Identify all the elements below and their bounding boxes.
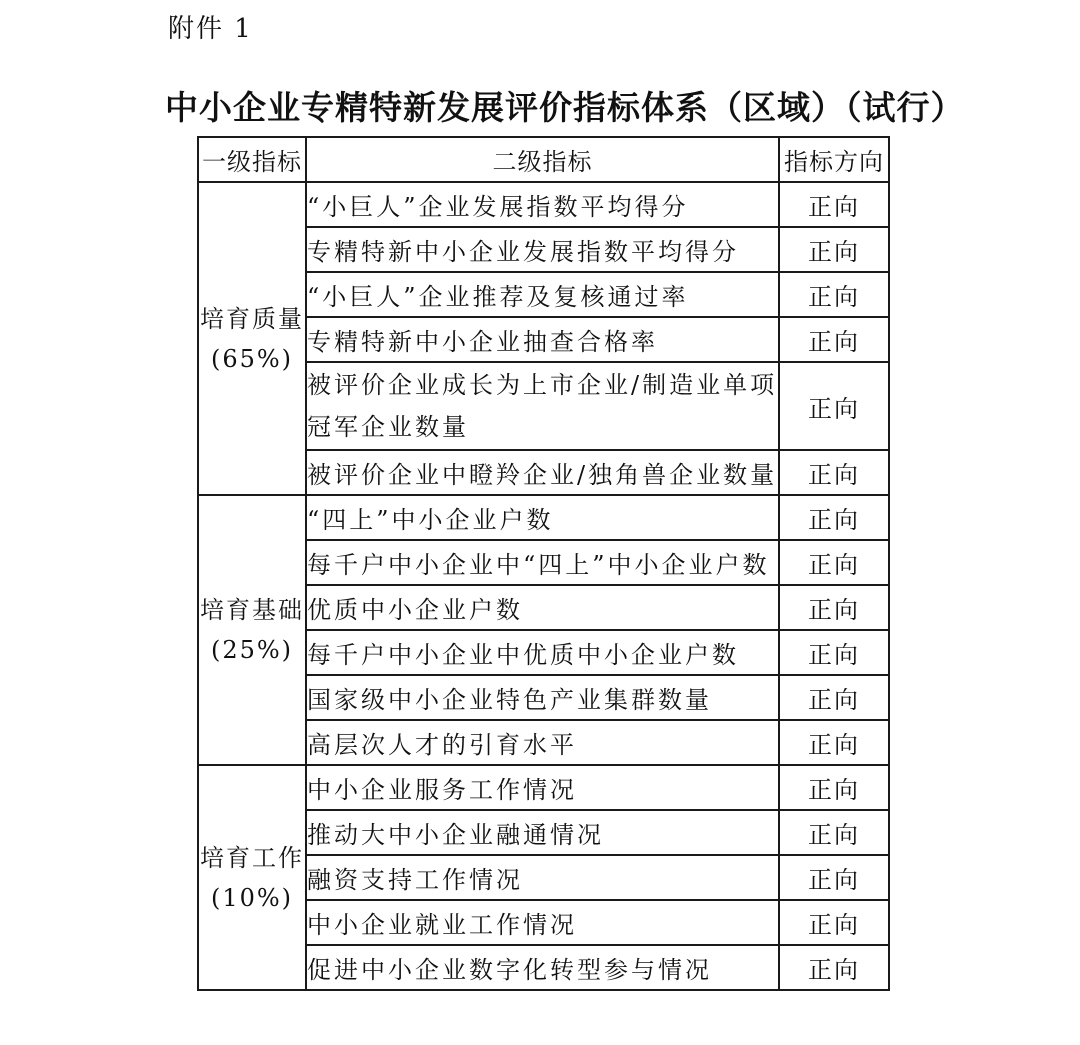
direction-cell: 正向 [779, 630, 889, 675]
category-name: 培育质量 [200, 304, 304, 333]
direction-cell: 正向 [779, 182, 889, 227]
indicator-cell: 中小企业服务工作情况 [306, 765, 779, 810]
category-cell-work [198, 765, 306, 990]
category-name: 培育基础 [200, 596, 304, 624]
header-level2: 二级指标 [306, 137, 779, 182]
indicator-cell: 中小企业就业工作情况 [306, 900, 779, 945]
direction-cell: 正向 [779, 272, 889, 317]
header-direction: 指标方向 [779, 137, 889, 182]
header-level1: 一级指标 [198, 137, 306, 182]
indicator-cell: “小巨人”企业推荐及复核通过率 [306, 272, 779, 317]
direction-cell: 正向 [779, 855, 889, 900]
category-cell-quality [198, 182, 306, 495]
indicator-cell: 专精特新中小企业发展指数平均得分 [306, 227, 779, 272]
category-weight: (25%) [210, 636, 294, 664]
direction-cell: 正向 [779, 765, 889, 810]
indicator-cell: 每千户中小企业中“四上”中小企业户数 [306, 540, 779, 585]
direction-cell: 正向 [779, 720, 889, 765]
direction-cell: 正向 [779, 585, 889, 630]
indicator-cell: “小巨人”企业发展指数平均得分 [306, 182, 779, 227]
category-weight: (10%) [210, 883, 294, 912]
indicator-cell: 每千户中小企业中优质中小企业户数 [306, 630, 779, 675]
category-cell-foundation [198, 495, 306, 765]
category-name: 培育工作 [200, 843, 304, 872]
indicator-cell: 优质中小企业户数 [306, 585, 779, 630]
direction-cell: 正向 [779, 362, 889, 450]
indicator-cell: 被评价企业成长为上市企业/制造业单项冠军企业数量 [306, 362, 779, 450]
direction-cell: 正向 [779, 540, 889, 585]
indicator-cell: “四上”中小企业户数 [306, 495, 779, 540]
indicator-cell: 融资支持工作情况 [306, 855, 779, 900]
direction-cell: 正向 [779, 450, 889, 495]
document-title: 中小企业专精特新发展评价指标体系（区域）（试行） [165, 88, 965, 127]
table-row [198, 495, 889, 540]
indicator-cell: 国家级中小企业特色产业集群数量 [306, 675, 779, 720]
direction-cell: 正向 [779, 810, 889, 855]
category-weight: (65%) [210, 344, 294, 373]
direction-cell: 正向 [779, 317, 889, 362]
direction-cell: 正向 [779, 227, 889, 272]
indicator-cell: 推动大中小企业融通情况 [306, 810, 779, 855]
indicator-cell: 专精特新中小企业抽查合格率 [306, 317, 779, 362]
table-header-row [198, 137, 889, 182]
attachment-label: 附件 1 [168, 14, 253, 44]
indicator-cell: 促进中小企业数字化转型参与情况 [306, 945, 779, 990]
direction-cell: 正向 [779, 495, 889, 540]
indicator-cell: 高层次人才的引育水平 [306, 720, 779, 765]
direction-cell: 正向 [779, 675, 889, 720]
indicator-cell: 被评价企业中瞪羚企业/独角兽企业数量 [306, 450, 779, 495]
direction-cell: 正向 [779, 945, 889, 990]
table-row [198, 765, 889, 810]
table-row [198, 182, 889, 227]
direction-cell: 正向 [779, 900, 889, 945]
indicator-table [197, 136, 890, 991]
